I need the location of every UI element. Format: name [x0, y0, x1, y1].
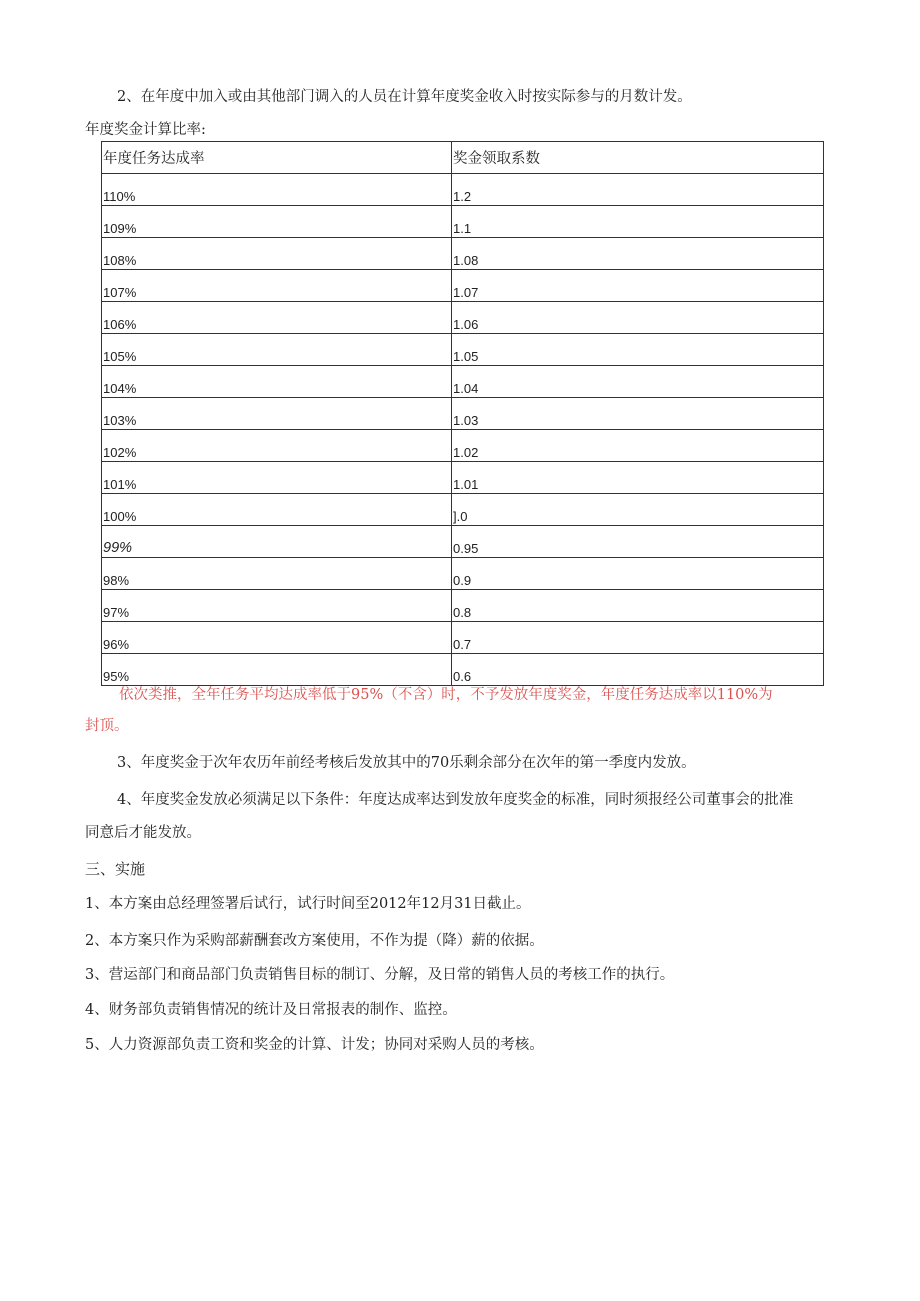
- table-header-row: [102, 142, 824, 174]
- table-caption: 年度奖金计算比率:: [85, 122, 206, 138]
- completion-rate-cell: 99%: [103, 540, 133, 556]
- completion-rate-cell: 97%: [103, 605, 130, 620]
- coefficient-cell: 0.7: [453, 637, 472, 652]
- impl-item-1: 1、本方案由总经理签署后试行，试行时间至2012年12月31日截止。: [85, 896, 531, 912]
- note-line-1: 依次类推，全年任务平均达成率低于95%（不含）时，不予发放年度奖金，年度任务达成率以110%为: [119, 687, 773, 703]
- completion-rate-cell: 95%: [103, 669, 130, 684]
- table-row: [102, 206, 824, 238]
- table-row: [102, 366, 824, 398]
- coefficient-cell: ].0: [453, 509, 468, 524]
- note-line-2: 封顶。: [85, 718, 129, 734]
- table-row: [102, 174, 824, 206]
- coefficient-cell: 1.03: [453, 413, 479, 428]
- completion-rate-cell: 110%: [103, 189, 136, 204]
- paragraph-2: 2、在年度中加入或由其他部门调入的人员在计算年度奖金收入时按实际参与的月数计发。: [117, 89, 692, 105]
- completion-rate-cell: 96%: [103, 637, 130, 652]
- table-row: [102, 270, 824, 302]
- table-row: [102, 654, 824, 686]
- table-row: [102, 494, 824, 526]
- coefficient-cell: 1.08: [453, 253, 479, 268]
- coefficient-cell: 1.05: [453, 349, 479, 364]
- table-row: [102, 558, 824, 590]
- impl-item-3: 3、营运部门和商品部门负责销售目标的制订、分解，及日常的销售人员的考核工作的执行。: [85, 967, 675, 983]
- completion-rate-cell: 100%: [103, 509, 137, 524]
- completion-rate-cell: 107%: [103, 285, 137, 300]
- table-row: [102, 238, 824, 270]
- completion-rate-cell: 102%: [103, 445, 137, 460]
- impl-item-4: 4、财务部负责销售情况的统计及日常报表的制作、监控。: [85, 1002, 457, 1018]
- table-row: [102, 398, 824, 430]
- table-row: [102, 430, 824, 462]
- completion-rate-cell: 104%: [103, 381, 137, 396]
- coefficient-cell: 1.2: [453, 189, 472, 204]
- completion-rate-cell: 103%: [103, 413, 137, 428]
- completion-rate-cell: 98%: [103, 573, 130, 588]
- completion-rate-cell: 109%: [103, 221, 137, 236]
- coefficient-cell: 0.9: [453, 573, 472, 588]
- coefficient-cell: 1.01: [453, 477, 479, 492]
- table-row: [102, 302, 824, 334]
- impl-item-5: 5、人力资源部负责工资和奖金的计算、计发；协同对采购人员的考核。: [85, 1037, 544, 1053]
- coefficient-cell: 1.04: [453, 381, 479, 396]
- completion-rate-cell: 108%: [103, 253, 137, 268]
- paragraph-4-line-2: 同意后才能发放。: [85, 825, 201, 841]
- table-row: [102, 622, 824, 654]
- table-row: [102, 462, 824, 494]
- completion-rate-cell: 106%: [103, 317, 137, 332]
- coefficient-cell: 1.02: [453, 445, 479, 460]
- table-row: [102, 526, 824, 558]
- completion-rate-cell: 101%: [103, 477, 137, 492]
- bonus-ratio-table: [101, 141, 824, 686]
- paragraph-4-line-1: 4、年度奖金发放必须满足以下条件：年度达成率达到发放年度奖金的标准，同时须报经公司董事会的批准: [117, 792, 794, 808]
- coefficient-cell: 0.6: [453, 669, 472, 684]
- header-bonus-coefficient: 奖金领取系数: [452, 142, 824, 174]
- table-row: [102, 590, 824, 622]
- section-title: 三、实施: [85, 860, 146, 878]
- impl-item-2: 2、本方案只作为采购部薪酬套改方案使用，不作为提（降）薪的依据。: [85, 933, 544, 949]
- coefficient-cell: 1.06: [453, 317, 479, 332]
- coefficient-cell: 0.8: [453, 605, 472, 620]
- paragraph-3: 3、年度奖金于次年农历年前经考核后发放其中的70乐剩余部分在次年的第一季度内发放。: [117, 755, 696, 771]
- coefficient-cell: 0.95: [453, 541, 479, 556]
- coefficient-cell: 1.07: [453, 285, 479, 300]
- table-row: [102, 334, 824, 366]
- header-completion-rate: 年度任务达成率: [102, 142, 452, 174]
- coefficient-cell: 1.1: [453, 221, 472, 236]
- completion-rate-cell: 105%: [103, 349, 137, 364]
